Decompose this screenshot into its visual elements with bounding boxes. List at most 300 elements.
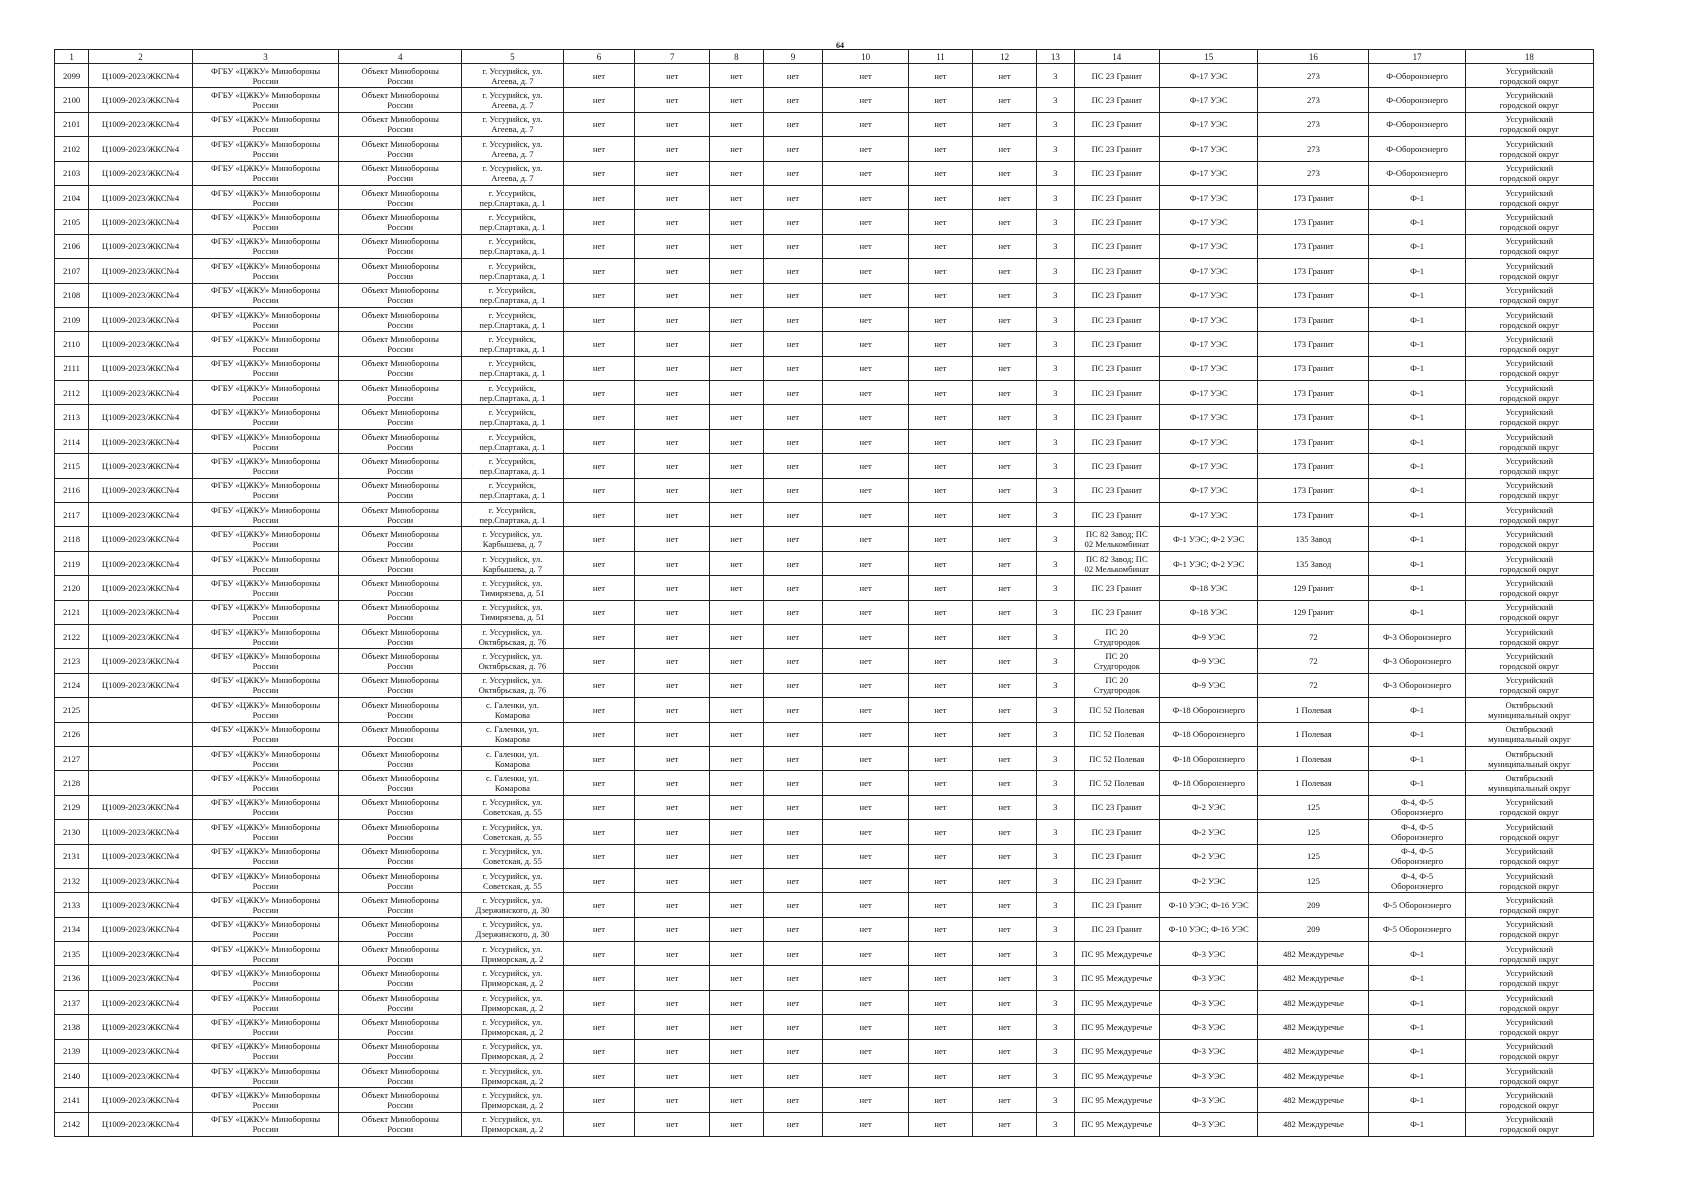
cell-line: Оборонэнерго [1391,807,1444,818]
cell-line: Объект Минобороны [361,455,439,466]
cell-line: городской округ [1499,1124,1560,1135]
cell-line: России [387,953,414,964]
cell-col-11: нет [908,868,972,892]
cell-col-11: нет [908,893,972,917]
cell-line: России [252,636,279,647]
cell-col-13: 3 [1037,137,1074,161]
cell-col-16: 482 Междуречье [1258,1112,1369,1136]
cell-col-9: нет [763,673,823,697]
cell-line: Уссурийский [1505,480,1554,491]
cell-line: ФГБУ «ЦЖКУ» Минобороны [210,285,321,296]
cell-col-14: ПС 23 Гранит [1074,283,1160,307]
cell-col-13: 3 [1037,893,1074,917]
cell-line: России [252,929,279,940]
cell-col-2: Ц1009-2023/ЖКС№4 [89,356,193,380]
cell-line: Октябрьский [1505,699,1554,710]
cell-line: Уссурийский [1505,553,1554,564]
cell-col-18 [1465,259,1593,283]
cell-line: России [252,222,279,233]
cell-col-17: Ф-1 [1369,454,1465,478]
cell-col-12: нет [973,234,1037,258]
cell-col-14: ПС 23 Гранит [1074,844,1160,868]
cell-col-1: 2132 [55,868,89,892]
cell-line: России [387,343,414,354]
cell-col-12: нет [973,966,1037,990]
cell-line: Ф-4, Ф-5 [1400,797,1434,808]
cell-col-5 [462,527,564,551]
column-header-5: 5 [462,50,564,64]
cell-col-17 [1369,795,1465,819]
cell-col-2: Ц1009-2023/ЖКС№4 [89,64,193,88]
cell-col-8: нет [710,503,763,527]
cell-col-1: 2140 [55,1064,89,1088]
cell-col-14: ПС 23 Гранит [1074,88,1160,112]
cell-col-10: нет [823,381,909,405]
cell-line: России [387,319,414,330]
table-row [55,795,1594,819]
cell-col-13: 3 [1037,112,1074,136]
cell-line: г. Уссурийск, ул. [482,90,543,101]
cell-col-4 [339,307,462,331]
cell-col-9: нет [763,234,823,258]
table-row [55,1039,1594,1063]
cell-col-11: нет [908,1112,972,1136]
cell-col-3 [192,454,338,478]
cell-col-5 [462,161,564,185]
cell-col-8: нет [710,722,763,746]
table-row [55,137,1594,161]
cell-col-18 [1465,990,1593,1014]
cell-line: Комарова [494,758,530,769]
cell-col-17: Ф-1 [1369,1015,1465,1039]
cell-col-9: нет [763,576,823,600]
cell-col-15: Ф-9 УЭС [1160,673,1258,697]
cell-col-7: нет [635,698,710,722]
cell-col-11: нет [908,137,972,161]
cell-col-18 [1465,527,1593,551]
cell-col-2: Ц1009-2023/ЖКС№4 [89,161,193,185]
cell-col-9: нет [763,1064,823,1088]
cell-col-2 [89,771,193,795]
cell-col-10: нет [823,64,909,88]
cell-line: России [252,1002,279,1013]
cell-col-6: нет [563,771,635,795]
cell-line: России [387,734,414,745]
cell-col-4 [339,454,462,478]
cell-line: муниципальный округ [1488,783,1571,794]
cell-col-8: нет [710,332,763,356]
cell-col-12: нет [973,746,1037,770]
cell-line: России [387,1051,414,1062]
cell-col-8: нет [710,88,763,112]
cell-col-18 [1465,942,1593,966]
cell-line: городской округ [1499,1026,1560,1037]
cell-line: Студгородок [1093,636,1140,647]
cell-col-13: 3 [1037,698,1074,722]
cell-line: Объект Минобороны [361,602,439,613]
table-row [55,88,1594,112]
cell-col-10: нет [823,576,909,600]
cell-col-10: нет [823,503,909,527]
cell-col-8: нет [710,966,763,990]
cell-col-7: нет [635,478,710,502]
cell-col-11: нет [908,259,972,283]
cell-col-14 [1074,551,1160,575]
cell-line: России [387,1124,414,1135]
cell-line: г. Уссурийск, [488,431,537,442]
cell-col-15: Ф-17 УЭС [1160,478,1258,502]
cell-col-4 [339,64,462,88]
cell-col-1: 2108 [55,283,89,307]
cell-line: Уссурийский [1505,260,1554,271]
cell-col-6: нет [563,820,635,844]
cell-col-15: Ф-17 УЭС [1160,381,1258,405]
cell-line: Уссурийский [1505,870,1554,881]
cell-line: пер.Спартака, д. 1 [479,490,546,501]
cell-col-5 [462,381,564,405]
cell-col-5 [462,332,564,356]
cell-col-7: нет [635,527,710,551]
cell-col-16: 125 [1258,868,1369,892]
cell-line: г. Уссурийск, ул. [482,1041,543,1052]
cell-col-12: нет [973,722,1037,746]
cell-line: Объект Минобороны [361,138,439,149]
cell-col-15: Ф-17 УЭС [1160,112,1258,136]
cell-col-4 [339,868,462,892]
cell-col-16: 482 Междуречье [1258,1088,1369,1112]
column-header-6: 6 [563,50,635,64]
cell-col-14: ПС 23 Гранит [1074,356,1160,380]
cell-col-11: нет [908,503,972,527]
cell-col-17: Ф-1 [1369,1088,1465,1112]
table-row [55,820,1594,844]
cell-col-8: нет [710,210,763,234]
cell-col-13: 3 [1037,795,1074,819]
cell-col-9: нет [763,820,823,844]
cell-col-5 [462,503,564,527]
cell-col-4 [339,893,462,917]
cell-line: России [252,441,279,452]
cell-col-4 [339,1039,462,1063]
cell-col-9: нет [763,381,823,405]
cell-col-9: нет [763,259,823,283]
cell-col-8: нет [710,551,763,575]
cell-line: ФГБУ «ЦЖКУ» Минобороны [210,846,321,857]
cell-line: г. Уссурийск, ул. [482,919,543,930]
cell-col-11: нет [908,917,972,941]
column-header-7: 7 [635,50,710,64]
cell-col-1: 2106 [55,234,89,258]
cell-col-9: нет [763,624,823,648]
cell-col-9: нет [763,868,823,892]
cell-col-9: нет [763,771,823,795]
table-row [55,576,1594,600]
table-row [55,332,1594,356]
cell-col-17: Ф-1 [1369,356,1465,380]
table-row [55,844,1594,868]
cell-line: Дзержинского, д. 30 [475,929,550,940]
cell-col-11: нет [908,381,972,405]
cell-line: России [387,295,414,306]
cell-col-4 [339,429,462,453]
cell-line: городской округ [1499,539,1560,550]
cell-col-3 [192,161,338,185]
table-row [55,259,1594,283]
cell-col-4 [339,259,462,283]
cell-col-5 [462,698,564,722]
cell-line: России [252,270,279,281]
cell-line: Советская, д. 55 [482,831,542,842]
cell-col-5 [462,722,564,746]
cell-col-1: 2137 [55,990,89,1014]
cell-col-7: нет [635,259,710,283]
cell-line: г. Уссурийск, [488,285,537,296]
cell-col-8: нет [710,576,763,600]
cell-line: ПС 82 Завод; ПС [1085,553,1148,564]
cell-line: России [252,807,279,818]
cell-line: России [387,709,414,720]
cell-col-14: ПС 23 Гранит [1074,405,1160,429]
cell-col-16: 482 Междуречье [1258,1039,1369,1063]
cell-col-15: Ф-17 УЭС [1160,307,1258,331]
cell-col-17: Ф-1 [1369,283,1465,307]
cell-col-4 [339,917,462,941]
cell-line: ФГБУ «ЦЖКУ» Минобороны [210,480,321,491]
cell-col-3 [192,551,338,575]
cell-line: Уссурийский [1505,797,1554,808]
cell-col-8: нет [710,112,763,136]
cell-line: Объект Минобороны [361,163,439,174]
cell-col-6: нет [563,893,635,917]
cell-col-11: нет [908,429,972,453]
cell-col-18 [1465,795,1593,819]
cell-line: Уссурийский [1505,1090,1554,1101]
cell-line: Приморская, д. 2 [481,1075,544,1086]
cell-col-4 [339,551,462,575]
cell-col-15: Ф-18 УЭС [1160,576,1258,600]
cell-line: городской округ [1499,1075,1560,1086]
cell-col-16: 273 [1258,137,1369,161]
cell-line: Объект Минобороны [361,699,439,710]
cell-line: г. Уссурийск, ул. [482,1065,543,1076]
cell-line: ФГБУ «ЦЖКУ» Минобороны [210,1065,321,1076]
cell-col-7: нет [635,429,710,453]
cell-col-1: 2138 [55,1015,89,1039]
cell-line: городской округ [1499,685,1560,696]
table-row [55,624,1594,648]
cell-line: городской округ [1499,880,1560,891]
cell-col-11: нет [908,942,972,966]
cell-col-13: 3 [1037,429,1074,453]
cell-col-4 [339,600,462,624]
cell-col-16: 173 Гранит [1258,234,1369,258]
cell-col-14: ПС 52 Полевая [1074,698,1160,722]
cell-line: муниципальный округ [1488,709,1571,720]
table-row [55,649,1594,673]
cell-line: Уссурийский [1505,1114,1554,1125]
cell-col-5 [462,844,564,868]
cell-col-6: нет [563,1064,635,1088]
cell-col-13: 3 [1037,820,1074,844]
cell-col-3 [192,1112,338,1136]
cell-col-5 [462,1064,564,1088]
cell-line: Комарова [494,709,530,720]
cell-col-9: нет [763,307,823,331]
cell-col-15: Ф-3 УЭС [1160,990,1258,1014]
cell-col-18 [1465,624,1593,648]
cell-col-8: нет [710,307,763,331]
table-row [55,917,1594,941]
cell-col-2 [89,746,193,770]
cell-col-3 [192,795,338,819]
cell-line: Дзержинского, д. 30 [475,904,550,915]
cell-line: России [387,270,414,281]
cell-col-16: 125 [1258,820,1369,844]
cell-col-15: Ф-17 УЭС [1160,64,1258,88]
cell-col-2: Ц1009-2023/ЖКС№4 [89,820,193,844]
cell-col-2: Ц1009-2023/ЖКС№4 [89,1015,193,1039]
cell-col-8: нет [710,64,763,88]
cell-line: ФГБУ «ЦЖКУ» Минобороны [210,894,321,905]
table-row [55,210,1594,234]
cell-col-13: 3 [1037,332,1074,356]
cell-col-11: нет [908,1064,972,1088]
cell-col-7: нет [635,844,710,868]
cell-col-15: Ф-17 УЭС [1160,332,1258,356]
cell-col-3 [192,259,338,283]
cell-col-16: 72 [1258,673,1369,697]
cell-col-3 [192,527,338,551]
cell-line: России [387,124,414,135]
cell-col-15: Ф-2 УЭС [1160,820,1258,844]
cell-col-18 [1465,722,1593,746]
cell-col-16: 1 Полевая [1258,698,1369,722]
cell-line: Уссурийский [1505,333,1554,344]
cell-col-4 [339,795,462,819]
cell-col-15: Ф-18 Оборонэнерго [1160,746,1258,770]
cell-line: России [387,1002,414,1013]
cell-col-6: нет [563,1112,635,1136]
cell-line: Уссурийский [1505,358,1554,369]
cell-col-18 [1465,1015,1593,1039]
column-header-3: 3 [192,50,338,64]
cell-col-7: нет [635,551,710,575]
cell-col-1: 2115 [55,454,89,478]
cell-col-18 [1465,210,1593,234]
cell-col-3 [192,1088,338,1112]
cell-line: городской округ [1499,368,1560,379]
cell-line: России [252,612,279,623]
cell-line: Объект Минобороны [361,943,439,954]
cell-line: Объект Минобороны [361,431,439,442]
cell-col-2: Ц1009-2023/ЖКС№4 [89,893,193,917]
table-row [55,185,1594,209]
cell-col-4 [339,844,462,868]
cell-line: г. Уссурийск, ул. [482,675,543,686]
cell-col-13: 3 [1037,478,1074,502]
cell-line: Агеева, д. 7 [491,148,534,159]
cell-col-10: нет [823,649,909,673]
cell-col-17: Ф-1 [1369,381,1465,405]
cell-col-12: нет [973,942,1037,966]
cell-col-9: нет [763,966,823,990]
cell-col-6: нет [563,210,635,234]
cell-line: Объект Минобороны [361,309,439,320]
cell-col-1: 2118 [55,527,89,551]
cell-col-16: 72 [1258,649,1369,673]
cell-col-5 [462,1112,564,1136]
cell-line: Уссурийский [1505,138,1554,149]
cell-col-3 [192,503,338,527]
cell-col-9: нет [763,1088,823,1112]
cell-col-6: нет [563,673,635,697]
cell-line: Оборонэнерго [1391,880,1444,891]
cell-col-3 [192,112,338,136]
cell-line: ПС 20 [1105,626,1129,637]
cell-line: г. Уссурийск, ул. [482,797,543,808]
cell-col-2: Ц1009-2023/ЖКС№4 [89,112,193,136]
cell-col-5 [462,966,564,990]
cell-col-7: нет [635,673,710,697]
cell-col-4 [339,210,462,234]
cell-col-15: Ф-10 УЭС; Ф-16 УЭС [1160,893,1258,917]
cell-col-18 [1465,1088,1593,1112]
table-row [55,381,1594,405]
cell-col-14: ПС 95 Междуречье [1074,942,1160,966]
cell-col-10: нет [823,454,909,478]
cell-col-4 [339,820,462,844]
cell-col-6: нет [563,1039,635,1063]
cell-col-7: нет [635,917,710,941]
cell-line: ФГБУ «ЦЖКУ» Минобороны [210,1016,321,1027]
cell-col-16: 173 Гранит [1258,478,1369,502]
cell-col-2: Ц1009-2023/ЖКС№4 [89,844,193,868]
cell-col-10: нет [823,112,909,136]
cell-col-11: нет [908,771,972,795]
cell-col-17: Ф-1 [1369,527,1465,551]
cell-col-13: 3 [1037,64,1074,88]
cell-col-1: 2110 [55,332,89,356]
column-header-17: 17 [1369,50,1465,64]
cell-line: пер.Спартака, д. 1 [479,246,546,257]
cell-line: России [387,441,414,452]
cell-col-10: нет [823,185,909,209]
cell-line: Объект Минобороны [361,1114,439,1125]
cell-col-4 [339,283,462,307]
cell-line: России [387,100,414,111]
cell-col-8: нет [710,429,763,453]
cell-col-3 [192,893,338,917]
cell-col-12: нет [973,795,1037,819]
cell-col-4 [339,381,462,405]
cell-col-18 [1465,868,1593,892]
cell-col-16: 173 Гранит [1258,454,1369,478]
cell-line: Объект Минобороны [361,748,439,759]
cell-col-8: нет [710,771,763,795]
cell-line: Оборонэнерго [1391,831,1444,842]
cell-line: городской округ [1499,661,1560,672]
cell-col-6: нет [563,917,635,941]
column-header-8: 8 [710,50,763,64]
table-row [55,1112,1594,1136]
cell-line: ФГБУ «ЦЖКУ» Минобороны [210,943,321,954]
cell-col-3 [192,381,338,405]
cell-col-18 [1465,381,1593,405]
cell-line: пер.Спартака, д. 1 [479,368,546,379]
table-row [55,746,1594,770]
cell-line: с. Галенки, ул. [485,773,539,784]
cell-line: России [387,856,414,867]
